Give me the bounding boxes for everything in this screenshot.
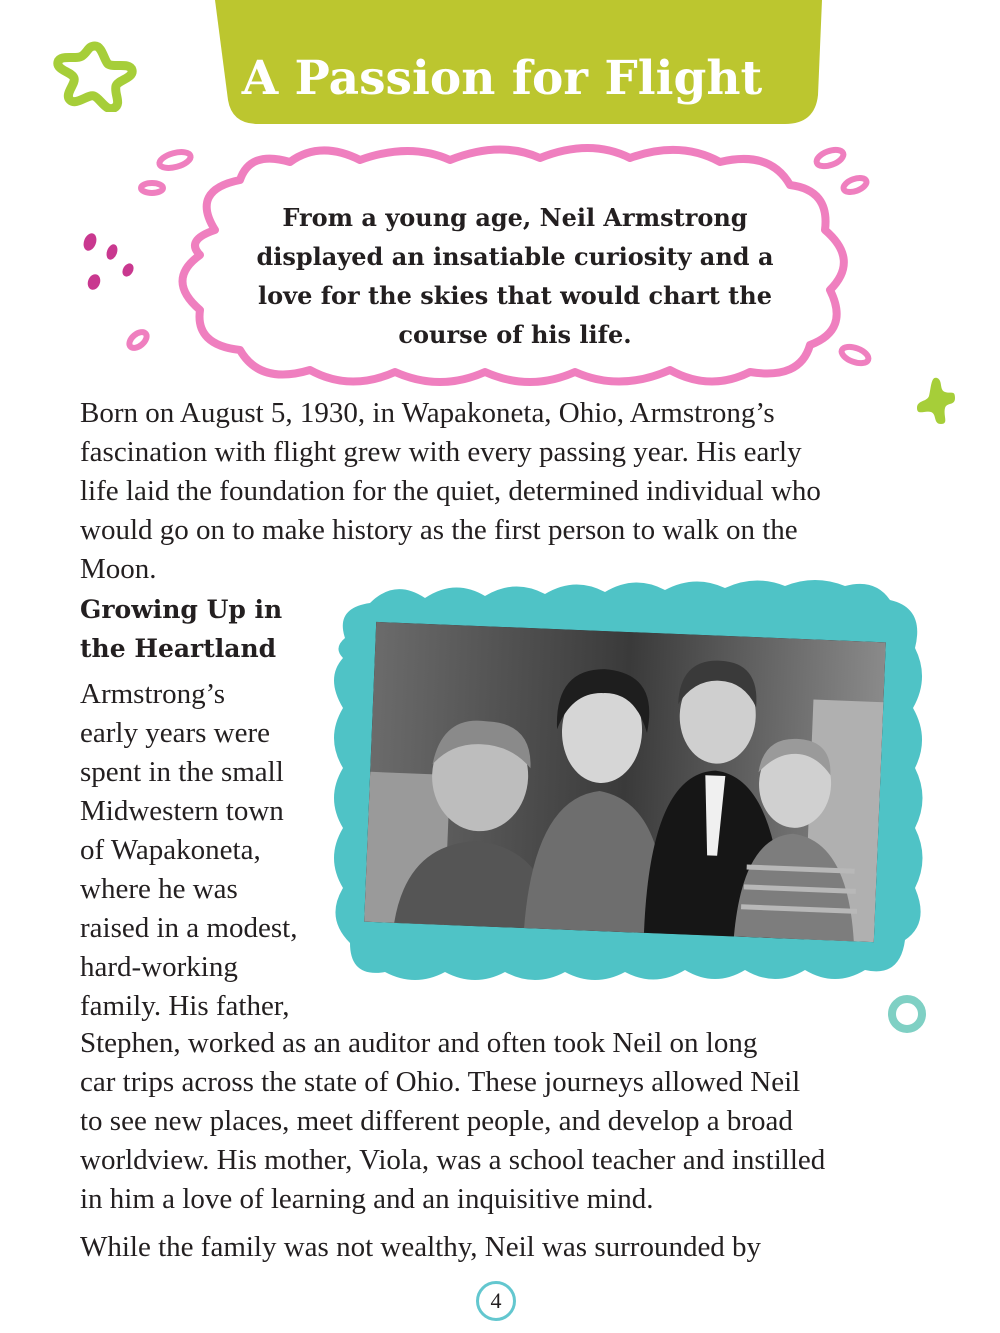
text-line: hard-working bbox=[80, 951, 238, 983]
section-heading bbox=[80, 590, 340, 668]
text-line: spent in the small bbox=[80, 756, 284, 788]
text-line: to see new places, meet different people, and develop a broad bbox=[80, 1105, 793, 1137]
heading-line: the Heartland bbox=[80, 634, 277, 663]
family-photo bbox=[364, 622, 886, 942]
text-line: life laid the foundation for the quiet, determined individual who bbox=[80, 475, 821, 507]
text-line: early years were bbox=[80, 717, 270, 749]
text-line: worldview. His mother, Viola, was a school teacher and instilled bbox=[80, 1144, 826, 1176]
text-line: Stephen, worked as an auditor and often took Neil on long bbox=[80, 1027, 758, 1059]
body-paragraph-continued: While the family was not wealthy, Neil was surrounded by bbox=[80, 1231, 762, 1263]
heading-line: Growing Up in bbox=[80, 595, 283, 624]
callout-line: displayed an insatiable curiosity and a bbox=[256, 242, 774, 271]
text-line: Armstrong’s bbox=[80, 678, 225, 710]
text-line: car trips across the state of Ohio. These journeys allowed Neil bbox=[80, 1066, 801, 1098]
callout-line: From a young age, Neil Armstrong bbox=[282, 203, 748, 232]
text-line: family. His father, bbox=[80, 990, 290, 1022]
callout-line: love for the skies that would chart the bbox=[258, 281, 772, 310]
text-line: Born on August 5, 1930, in Wapakoneta, Ohio, Armstrong’s bbox=[80, 397, 775, 429]
text-line: would go on to make history as the first person to walk on the bbox=[80, 514, 798, 546]
callout-text bbox=[245, 198, 785, 354]
text-line: of Wapakoneta, bbox=[80, 834, 261, 866]
intro-paragraph bbox=[80, 394, 920, 589]
text-line: in him a love of learning and an inquisitive mind. bbox=[80, 1183, 654, 1215]
text-line: raised in a modest, bbox=[80, 912, 298, 944]
side-paragraph bbox=[80, 675, 340, 1026]
text-line: where he was bbox=[80, 873, 238, 905]
family-photo-image bbox=[364, 622, 886, 942]
text-line: Midwestern town bbox=[80, 795, 284, 827]
callout-line: course of his life. bbox=[398, 320, 632, 349]
star-icon bbox=[915, 376, 955, 426]
body-paragraph bbox=[80, 1024, 930, 1219]
page-number: 4 bbox=[476, 1281, 516, 1321]
text-line: fascination with flight grew with every passing year. His early bbox=[80, 436, 802, 468]
dots-icon bbox=[78, 232, 138, 294]
text-line: Moon. bbox=[80, 553, 157, 585]
star-icon bbox=[52, 40, 138, 112]
page-title: A Passion for Flight bbox=[241, 51, 763, 106]
